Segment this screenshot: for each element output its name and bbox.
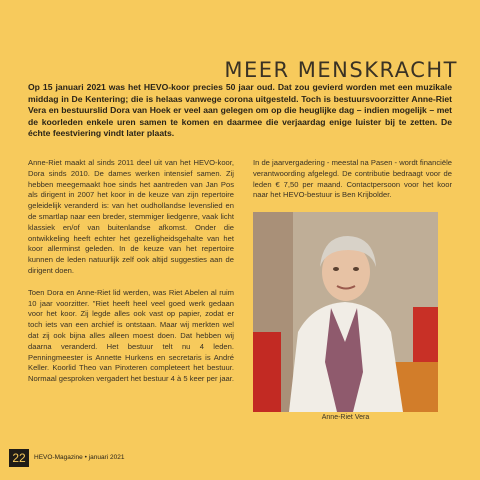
left-paragraph-1: Anne-Riet maakt al sinds 2011 deel uit van het HEVO-koor, Dora sinds 2010. De dames werken intensief samen. Zij hebben meegemaakt hoe sinds het aantreden van Jan Pos als dirigent in 2007 het koor in de keuze van zijn repertoire geleidelijk veranderd is: van het oudhollandse levenslied en de smartlap naar een breder, stemmiger liedgenre, vaak licht klassiek en/of van buitenlandse afkomst. Onder die ontwikkeling heeft echter het gezelligheidsgehalte van het koor allerminst geleden. In de keuze van het repertoire kunnen de leden natuurlijk zelf ook altijd suggesties aan de dirigent doen. [28,158,234,275]
photo-caption: Anne-Riet Vera [321,414,370,421]
page-footer: HEVO-Magazine • januari 2021 [34,454,125,461]
article-lead: Op 15 januari 2021 was het HEVO-koor precies 50 jaar oud. Dat zou gevierd worden met een muzikale middag in De Kentering; die is helaas vanwege corona uitgesteld. Toch is bestuursvoorzitter Anne-Riet Vera en bestuurslid Dora van Hoek er veel aan gelegen om op die heuglijke dag – indien mogelijk – met de koorleden enkele uren samen te komen en daarmee die verjaardag enige luister bij te zetten. De échte feestviering vindt later plaats. [28,82,452,139]
portrait-illustration [253,212,438,412]
left-column [28,158,234,396]
right-paragraph-1: In de jaarvergadering - meestal na Pasen - wordt financiële verantwoording afgelegd. De contributie bedraagt voor de leden € 7,50 per maand. Contactpersoon voor het koor naar het HEVO-bestuur is Ben Krijbolder. [253,158,452,200]
article-title: MEER MENSKRACHT [224,58,458,83]
left-paragraph-2: Toen Dora en Anne-Riet lid werden, was Riet Abelen al ruim 10 jaar voorzitter. "Riet heeft heel veel goed werk gedaan voor het koor. Zij legde alles ook vast op papier, zodat er toch iets van een archief is ontstaan. Maar wij merkten wel dat zij ook bijna alles alleen moest doen. Dat hebben wij daarna veranderd. Het bestuur telt nu 4 leden. Penningmeester is Annette Hurkens en secretaris is André Keller. Koorlid Theo van Pinxteren completeert het bestuur. Normaal gesproken vergadert het bestuur 4 à 5 keer per jaar. [28,287,234,384]
right-column [253,158,452,212]
page-number: 22 [9,449,29,467]
portrait-photo [253,212,438,412]
